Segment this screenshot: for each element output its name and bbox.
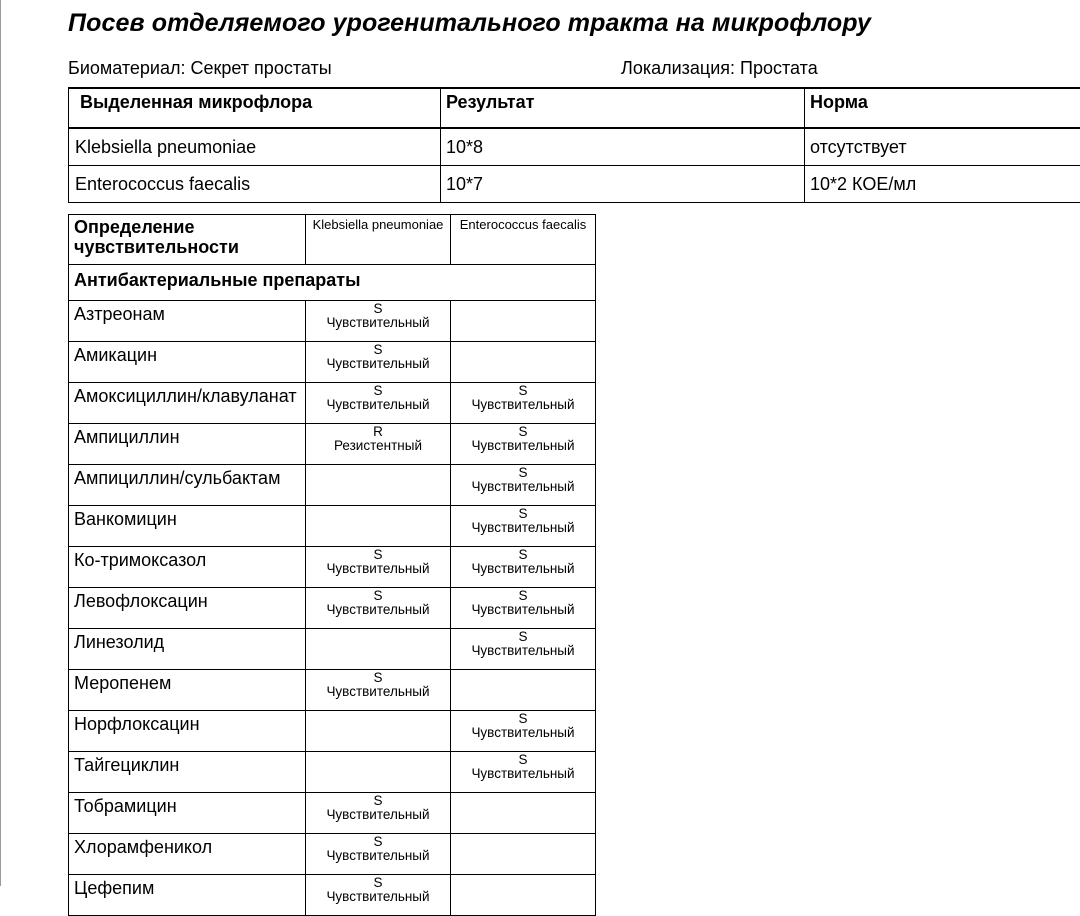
- drug-name: Азтреонам: [69, 301, 306, 342]
- sensitivity-title: Определение чувствительности: [69, 215, 306, 265]
- enterococcus-sensitivity-cell: [451, 711, 596, 752]
- sensitivity-interpretation: Чувствительный: [451, 767, 595, 781]
- table-row: [69, 629, 596, 670]
- drug-name: Ампициллин: [69, 424, 306, 465]
- enterococcus-sensitivity-cell: [451, 834, 596, 875]
- drug-name: Ко-тримоксазол: [69, 547, 306, 588]
- enterococcus-sensitivity-cell: [451, 875, 596, 916]
- sensitivity-interpretation: Чувствительный: [451, 562, 595, 576]
- table-row: [69, 465, 596, 506]
- sensitivity-code: S: [306, 589, 450, 603]
- header-norm: Норма: [805, 88, 1080, 128]
- klebsiella-sensitivity-cell: [306, 588, 451, 629]
- sensitivity-interpretation: Чувствительный: [306, 562, 450, 576]
- sensitivity-interpretation: Чувствительный: [306, 808, 450, 822]
- sensitivity-code: S: [451, 630, 595, 644]
- klebsiella-sensitivity-cell: [306, 834, 451, 875]
- organism-result: 10*8: [441, 128, 805, 166]
- organism-column-header: Klebsiella pneumoniae: [306, 215, 451, 265]
- document-title: Посев отделяемого урогенитального тракта на микрофлору: [68, 9, 871, 38]
- sensitivity-interpretation: Чувствительный: [451, 480, 595, 494]
- klebsiella-sensitivity-cell: [306, 383, 451, 424]
- sensitivity-code: S: [306, 671, 450, 685]
- microflora-table: [68, 87, 1080, 203]
- drug-name: Тобрамицин: [69, 793, 306, 834]
- klebsiella-sensitivity-cell: [306, 506, 451, 547]
- drug-name: Ампициллин/сульбактам: [69, 465, 306, 506]
- sensitivity-code: S: [306, 794, 450, 808]
- localization-label: Локализация: Простата: [621, 58, 818, 79]
- sensitivity-interpretation: Резистентный: [306, 439, 450, 453]
- organism-norm: отсутствует: [805, 128, 1080, 166]
- organism-norm: 10*2 КОЕ/мл: [805, 166, 1080, 203]
- section-title: Антибактериальные препараты: [69, 265, 596, 301]
- sensitivity-code: S: [306, 302, 450, 316]
- enterococcus-sensitivity-cell: [451, 752, 596, 793]
- sensitivity-code: S: [451, 384, 595, 398]
- klebsiella-sensitivity-cell: [306, 793, 451, 834]
- sensitivity-interpretation: Чувствительный: [451, 644, 595, 658]
- sensitivity-code: S: [306, 835, 450, 849]
- organism-name: Klebsiella pneumoniae: [69, 128, 441, 166]
- table-row: [69, 752, 596, 793]
- enterococcus-sensitivity-cell: [451, 424, 596, 465]
- sensitivity-code: S: [451, 712, 595, 726]
- sensitivity-interpretation: Чувствительный: [306, 603, 450, 617]
- sensitivity-code: S: [451, 425, 595, 439]
- sensitivity-code: S: [451, 548, 595, 562]
- table-row: [69, 547, 596, 588]
- drug-name: Хлорамфеникол: [69, 834, 306, 875]
- enterococcus-sensitivity-cell: [451, 301, 596, 342]
- drug-name: Ванкомицин: [69, 506, 306, 547]
- drug-name: Левофлоксацин: [69, 588, 306, 629]
- drug-name: Амоксициллин/клавуланат: [69, 383, 306, 424]
- klebsiella-sensitivity-cell: [306, 752, 451, 793]
- drug-name: Цефепим: [69, 875, 306, 916]
- sensitivity-code: S: [306, 876, 450, 890]
- klebsiella-sensitivity-cell: [306, 424, 451, 465]
- sensitivity-interpretation: Чувствительный: [451, 439, 595, 453]
- sensitivity-interpretation: Чувствительный: [306, 316, 450, 330]
- table-row: [69, 834, 596, 875]
- sensitivity-code: S: [306, 343, 450, 357]
- klebsiella-sensitivity-cell: [306, 711, 451, 752]
- drug-name: Меропенем: [69, 670, 306, 711]
- klebsiella-sensitivity-cell: [306, 670, 451, 711]
- sensitivity-interpretation: Чувствительный: [306, 890, 450, 904]
- sensitivity-code: S: [451, 589, 595, 603]
- organism-name: Enterococcus faecalis: [69, 166, 441, 203]
- drug-name: Амикацин: [69, 342, 306, 383]
- sensitivity-table: [68, 214, 596, 916]
- klebsiella-sensitivity-cell: [306, 547, 451, 588]
- sensitivity-interpretation: Чувствительный: [306, 357, 450, 371]
- klebsiella-sensitivity-cell: [306, 875, 451, 916]
- biomaterial-label: Биоматериал: Секрет простаты: [68, 58, 332, 79]
- klebsiella-sensitivity-cell: [306, 301, 451, 342]
- table-row: [69, 793, 596, 834]
- sensitivity-interpretation: Чувствительный: [451, 603, 595, 617]
- table-row: [69, 301, 596, 342]
- page-left-border: [0, 0, 1, 886]
- sensitivity-interpretation: Чувствительный: [306, 685, 450, 699]
- sensitivity-code: S: [306, 384, 450, 398]
- sensitivity-interpretation: Чувствительный: [451, 398, 595, 412]
- sensitivity-header-row: [69, 215, 596, 265]
- sensitivity-interpretation: Чувствительный: [451, 726, 595, 740]
- enterococcus-sensitivity-cell: [451, 670, 596, 711]
- sensitivity-code: S: [306, 548, 450, 562]
- sensitivity-interpretation: Чувствительный: [451, 521, 595, 535]
- sensitivity-code: S: [451, 507, 595, 521]
- sensitivity-code: R: [306, 425, 450, 439]
- sensitivity-code: S: [451, 753, 595, 767]
- enterococcus-sensitivity-cell: [451, 588, 596, 629]
- table-row: [69, 711, 596, 752]
- enterococcus-sensitivity-cell: [451, 506, 596, 547]
- sensitivity-code: S: [451, 466, 595, 480]
- microflora-header-row: [69, 88, 1080, 128]
- enterococcus-sensitivity-cell: [451, 547, 596, 588]
- enterococcus-sensitivity-cell: [451, 793, 596, 834]
- sensitivity-interpretation: Чувствительный: [306, 849, 450, 863]
- klebsiella-sensitivity-cell: [306, 342, 451, 383]
- table-row: [69, 506, 596, 547]
- sensitivity-interpretation: Чувствительный: [306, 398, 450, 412]
- klebsiella-sensitivity-cell: [306, 629, 451, 670]
- table-row: [69, 342, 596, 383]
- header-result: Результат: [441, 88, 805, 128]
- section-row: [69, 265, 596, 301]
- klebsiella-sensitivity-cell: [306, 465, 451, 506]
- enterococcus-sensitivity-cell: [451, 342, 596, 383]
- enterococcus-sensitivity-cell: [451, 465, 596, 506]
- enterococcus-sensitivity-cell: [451, 383, 596, 424]
- table-row: [69, 875, 596, 916]
- table-row: [69, 383, 596, 424]
- organism-result: 10*7: [441, 166, 805, 203]
- table-row: [69, 670, 596, 711]
- drug-name: Тайгециклин: [69, 752, 306, 793]
- drug-name: Норфлоксацин: [69, 711, 306, 752]
- organism-column-header: Enterococcus faecalis: [451, 215, 596, 265]
- table-row: [69, 424, 596, 465]
- drug-name: Линезолид: [69, 629, 306, 670]
- table-row: [69, 166, 1080, 203]
- header-microflora: Выделенная микрофлора: [69, 88, 441, 128]
- enterococcus-sensitivity-cell: [451, 629, 596, 670]
- table-row: [69, 128, 1080, 166]
- table-row: [69, 588, 596, 629]
